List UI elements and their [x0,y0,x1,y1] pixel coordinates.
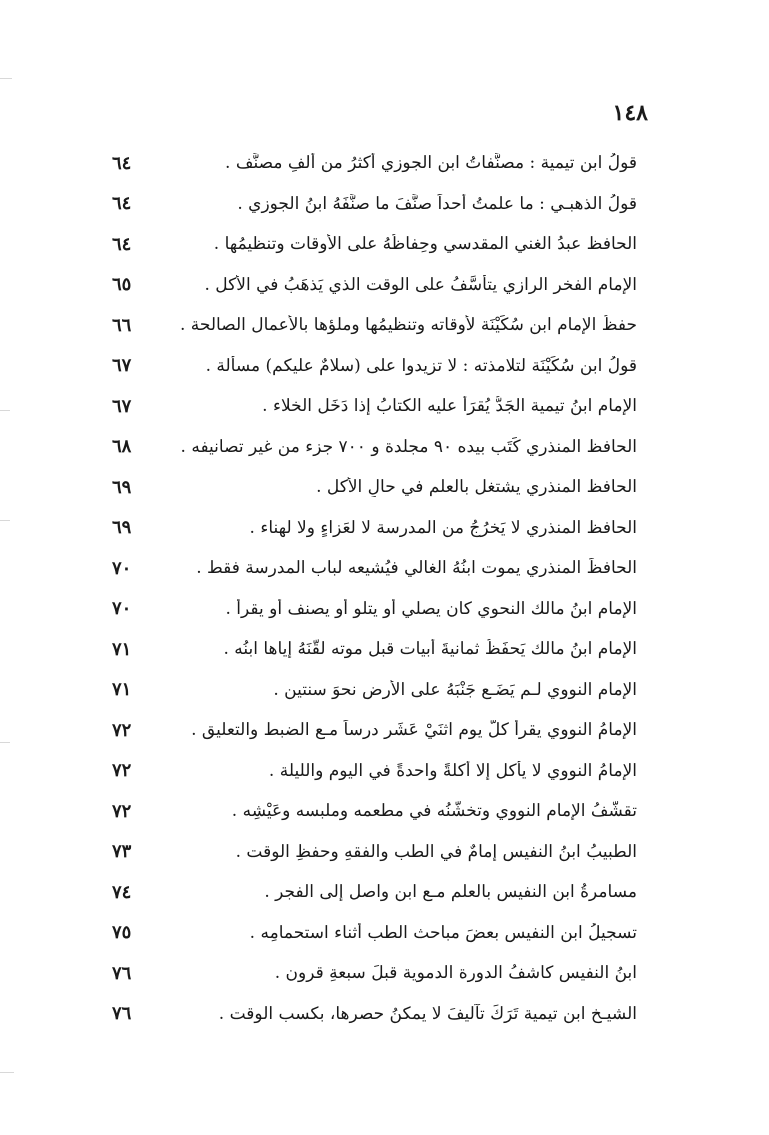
toc-entry [112,305,637,346]
toc-entry-page: ٦٥ [112,274,132,296]
toc-entry [112,670,637,711]
toc-entry-page: ٦٤ [112,152,132,174]
toc-entry-page: ٦٧ [112,395,132,417]
toc-entry [112,386,637,427]
toc-entry-page: ٦٩ [112,476,132,498]
toc-entry-title: الإمامُ النووي لا يأكل إلا أكلةً واحدةً في اليوم والليلة . [268,760,637,781]
toc-entry-title: حفظُ الإمام ابن سُكَيْنَة لأوقاته وتنظيمُها وملؤها بالأعمال الصالحة . [179,315,637,336]
toc-entry [112,184,637,225]
scan-mark [0,520,10,521]
toc-entry-title: مسامرةُ ابن النفيس بالعلم مـع ابن واصل إلى الفجر . [264,882,637,903]
scan-mark [0,78,12,79]
toc-entry [112,143,637,184]
toc-entry [112,832,637,873]
toc-entry [112,346,637,387]
toc-entry [112,953,637,994]
toc-entry-page: ٧٦ [112,1003,132,1025]
toc-entry [112,913,637,954]
toc-entry [112,548,637,589]
toc-entry [112,265,637,306]
toc-entry-page: ٧٤ [112,881,132,903]
toc-entry-title: الشيـخ ابن تيمية تَرَكَ تآليفَ لا يمكنُ حصرها، بكسب الوقت . [218,1003,637,1024]
toc-entry-page: ٦٧ [112,355,132,377]
toc-entry-page: ٧٦ [112,962,132,984]
toc-entry-title: الحافظ المنذري لا يَخرُجُ من المدرسة لا لعَزاءٍ ولا لهناء . [249,517,637,538]
toc-entry [112,994,637,1035]
toc-entry-page: ٧١ [112,638,132,660]
toc-entry-title: الإمام الفخر الرازي يتأسَّفُ على الوقت الذي يَذهَبُ في الأكل . [204,274,637,295]
toc-entry-page: ٦٤ [112,193,132,215]
toc-entry [112,751,637,792]
toc-entry [112,508,637,549]
toc-entry-page: ٧٢ [112,800,132,822]
toc-entry [112,710,637,751]
toc-entry [112,224,637,265]
scan-mark [0,1072,14,1073]
toc-entry-page: ٧٢ [112,719,132,741]
toc-entry-title: قولُ الذهبـي : ما علمتُ أحداً صنَّفَ ما صنَّفَهُ ابنُ الجوزي . [237,193,637,214]
toc-entry-title: ابنُ النفيس كاشفُ الدورة الدموية قبلَ سبعةِ قرون . [274,963,637,984]
toc-entry [112,467,637,508]
toc-entry-page: ٧١ [112,679,132,701]
toc-entry-page: ٦٦ [112,314,132,336]
toc-entry-title: الإمام ابنُ تيمية الجَدُّ يُقرَأُ عليه الكتابُ إذا دَخَل الخلاء . [262,396,637,417]
toc-entry-page: ٦٩ [112,517,132,539]
toc-entry-title: الإمام ابنُ مالك يَحفَظُ ثمانيةَ أبيات قبل موته لقَّنَهُ إياها ابنُه . [223,639,637,660]
toc-entry-page: ٧٥ [112,922,132,944]
toc-entry [112,427,637,468]
toc-entry [112,589,637,630]
toc-entry-page: ٦٨ [112,436,132,458]
toc-entry [112,629,637,670]
scan-mark [0,410,10,411]
toc-entry-title: الحافظَ المنذري يموت ابنُهُ الغالي فيُشيعه لباب المدرسة فقط . [196,558,637,579]
toc-entry-page: ٧٣ [112,841,132,863]
toc-entry-page: ٦٤ [112,233,132,255]
toc-entry [112,872,637,913]
page-number: ١٤٨ [612,100,648,126]
toc-entry-page: ٧٠ [112,557,132,579]
toc-entry-title: تقشُّفُ الإمام النووي وتخشُّنُه في مطعمه وملبسه وعَيْشِه . [231,801,637,822]
toc-entry-title: الحافظ المنذري يشتغل بالعلم في حالِ الأكل . [316,477,637,498]
scan-mark [0,742,10,743]
toc-entry-page: ٧٢ [112,760,132,782]
toc-entry-title: الإمامُ النووي يقرأ كلَّ يوم اثنَيْ عَشَر درساً مـع الضبط والتعليق . [191,720,637,741]
toc-entry-title: تسجيلُ ابن النفيس بعضَ مباحث الطب أثناء استحمامِه . [249,922,637,943]
table-of-contents [112,143,637,1034]
toc-entry-page: ٧٠ [112,598,132,620]
toc-entry-title: قولُ ابن تيمية : مصنَّفاتُ ابن الجوزي أكثرُ من ألفِ مصنَّف . [225,153,637,174]
toc-entry-title: الإمام ابنُ مالك النحوي كان يصلي أو يتلو أو يصنف أو يقرأ . [225,598,637,619]
toc-entry [112,791,637,832]
toc-entry-title: الحافظ عبدُ الغني المقدسي وحِفاظُهُ على الأوقات وتنظيمُها . [213,234,637,255]
toc-entry-title: الحافظ المنذري كَتَب بيده ٩٠ مجلدة و ٧٠٠ جزء من غير تصانيفه . [180,436,637,457]
toc-entry-title: الطبيبُ ابنُ النفيس إمامٌ في الطب والفقهِ وحفظِ الوقت . [235,841,637,862]
toc-entry-title: قولُ ابن سُكَيْنَة لتلامذته : لا تزيدوا على (سلامٌ عليكم) مسألة . [205,355,637,376]
toc-entry-title: الإمام النووي لـم يَضَـع جَنْبَهُ على الأرض نحوَ سنتين . [273,679,637,700]
